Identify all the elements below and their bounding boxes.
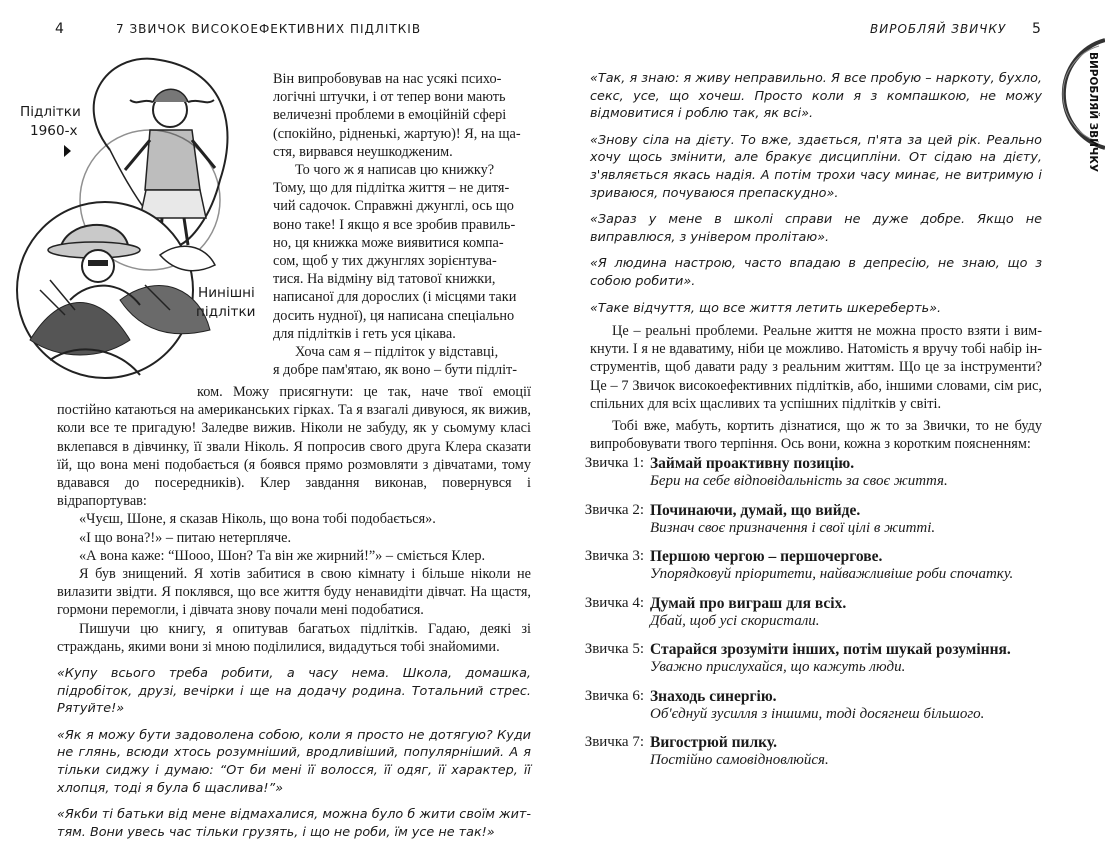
intro-line: досить нудної), ця написана спеціально — [273, 307, 515, 324]
intro-line: для підлітків і геть уся цікава. — [273, 325, 456, 342]
paragraph-real-problems: Це – реальні проблеми. Реальне життя не можна просто взяти і вимкнути. І я не вдаватиму, ніби це можливо. Натомість я вручу тобі набір інструментів, щоб давати раду з реальним життям. Що це за інструменти? Це – 7 Звичок високоефективних підлітків, або, іншими словами, сім рис, спільних для всіх щасливих та успішних підлітків у світі. — [590, 323, 1042, 412]
habit-item — [578, 595, 1083, 637]
intro-line: но, ця книжка може виявитися компа- — [273, 234, 504, 251]
habit-item — [578, 548, 1083, 590]
dialogue-line-2: «І що вона?!» – питаю нетерпляче. — [79, 529, 292, 546]
right-page — [552, 0, 1105, 801]
caption-now-line2: підлітки — [196, 304, 256, 320]
habit-label: Звичка 2: — [584, 501, 644, 518]
habit-item — [578, 455, 1083, 497]
caption-1960s — [20, 103, 81, 163]
paragraph-killed: Я був знищений. Я хотів забитися в свою кімнату і більше ніколи не вилазити звідти. Я поклявся, що все життя буду ненавидіти дівчат. На щастя, гормони перемогли, і дівчата знову почали мені подобатися. — [57, 566, 531, 619]
paragraph-habits-intro: Тобі вже, мабуть, кортить дізнатися, що ж то за Звички, то не буду випробовувати твого терпіння. Ось вони, кожна з коротким поясненням: — [590, 418, 1042, 453]
habit-title: Вигострюй пилку. — [650, 734, 777, 751]
teen-quote-5: «Знову сіла на дієту. То вже, здається, п'ята за цей рік. Реально хочу щось змінити, але бракує дисципліни. От сідаю на дієту, з'являється якась надія. А потім трохи часу минає, не витримую і зриваюся, почуваюся препаскудно». — [590, 132, 1042, 201]
caption-1960s-line1: Підлітки — [20, 104, 81, 120]
habit-label: Звичка 1: — [584, 455, 644, 471]
page-number-right: 5 — [1032, 21, 1041, 37]
habit-item — [578, 734, 1083, 776]
habit-title: Знаходь синергію. — [650, 687, 777, 705]
habit-title: Займай проактивну позицію. — [650, 455, 855, 472]
intro-line: стя, вирвався неушкодженим. — [273, 143, 453, 160]
habit-title: Починаючи, думай, що вийде. — [650, 501, 861, 519]
habit-subtitle: Дбай, щоб усі скористали. — [650, 612, 820, 629]
habit-label: Звичка 5: — [584, 641, 644, 657]
intro-line: сом, щоб у тих джунглях зорієнтува- — [273, 253, 497, 270]
habit-subtitle: Визнач своє призначення і свої цілі в житті. — [650, 519, 936, 536]
teen-quote-4: «Так, я знаю: я живу неправильно. Я все пробую – наркоту, бухло, секс, усе, що хочеш. Просто коли я з компашкою, не можу відмовитися і роблю так, як всі». — [590, 71, 1042, 122]
page-number-left: 4 — [55, 21, 64, 37]
intro-line: (спокійно, рідненькі, жартую)! Я, на ща- — [273, 125, 521, 142]
dialogue-line-1: «Чуєш, Шоне, я сказав Ніколь, що вона тобі подобається». — [79, 511, 436, 528]
section-tab-label: ВИРОБЛЯЙ ЗВИЧКУ — [1087, 52, 1099, 173]
teen-quote-8: «Таке відчуття, що все життя летить шкереберть». — [590, 300, 942, 316]
intro-line: логічні штучки, і от тепер вони мають — [273, 89, 506, 106]
teen-quote-6: «Зараз у мене в школі справи не дуже добре. Якщо не виправлюся, з універом пролітаю». — [590, 212, 1042, 245]
habit-subtitle: Постійно самовідновлюйся. — [650, 752, 829, 768]
habit-item — [578, 641, 1083, 683]
intro-line: Хоча сам я – підліток у відставці, — [295, 344, 499, 361]
habit-label: Звичка 7: — [584, 734, 644, 750]
habit-subtitle: Упорядковуй пріоритети, найважливіше роби спочатку. — [650, 566, 1014, 582]
right-quotes — [590, 70, 1042, 317]
running-head-right: ВИРОБЛЯЙ ЗВИЧКУ — [870, 22, 1007, 36]
caption-now — [196, 284, 256, 322]
intro-line: чий садочок. Справжні джунглі, ось що — [273, 198, 514, 215]
habit-item — [578, 502, 1083, 544]
dialogue-line-3: «А вона каже: “Шооо, Шон? Та він же жирний!”» – сміється Клер. — [79, 547, 486, 564]
habit-item — [578, 688, 1083, 730]
teens-illustration — [10, 40, 272, 380]
habit-subtitle: Об'єднуй зусилля з іншими, тоді досягнеш більшого. — [650, 705, 985, 722]
intro-line: тися. На відміну від татової книжки, — [273, 271, 496, 288]
caption-1960s-line2: 1960-х — [30, 123, 78, 139]
teen-quote-3: «Якби ті батьки від мене відмахалися, можна було б жити своїм життям. Вони увесь час тільки грузять, і що не роби, їм усе не так!» — [57, 807, 531, 840]
intro-line: воно таке! І якщо я все зробив правиль- — [273, 216, 516, 233]
habit-label: Звичка 3: — [584, 548, 644, 564]
intro-line: Він випробовував на нас усякі психо- — [273, 71, 502, 87]
running-head-left: 7 ЗВИЧОК ВИСОКОЕФЕКТИВНИХ ПІДЛІТКІВ — [116, 22, 422, 36]
intro-line: я добре пам'ятаю, як воно – бути підліт- — [273, 362, 518, 379]
teen-quote-2: «Як я можу бути задоволена собою, коли я просто не дотягую? Куди не глянь, всюди хтось розумніший, вродливіший, популярніший. А я тільки сиджу і думаю: “От би мені її волосся, її одяг, її характер, її хлопця, тоді я була б щаслива!”» — [57, 727, 531, 796]
habit-title: Старайся зрозуміти інших, потім шукай розуміння. — [650, 641, 1011, 658]
habit-label: Звичка 4: — [584, 594, 644, 611]
intro-line: написаної для дорослих (і місцями таки — [273, 289, 517, 306]
habit-subtitle: Бери на себе відповідальність за своє життя. — [650, 473, 948, 489]
left-main-text — [57, 383, 531, 841]
habit-label: Звичка 6: — [584, 687, 644, 704]
teen-quote-1: «Купу всього треба робити, а часу нема. Школа, домашка, підробіток, друзі, вечірки і ще на додачу родина. Тотальний стрес. Рятуйте!» — [57, 666, 531, 717]
habit-title: Першою чергою – першочергове. — [650, 548, 883, 565]
caption-now-line1: Нинішні — [198, 285, 255, 301]
habit-subtitle: Уважно прислухайся, що кажуть люди. — [650, 659, 906, 675]
right-body — [590, 322, 1042, 453]
intro-line: Тому, що для підлітка життя – не дитя- — [273, 180, 510, 197]
intro-text-column — [273, 70, 531, 379]
left-page — [0, 0, 552, 840]
teen-quote-7: «Я людина настрою, часто впадаю в депресію, не знаю, що з собою робити». — [590, 256, 1042, 289]
intro-line: То чого ж я написав цю книжку? — [295, 162, 495, 179]
body-paragraph: ком. Можу присягнути: це так, наче твої емоції постійно катаються на американських гірках. Та я взагалі дивуюся, як вижив, коли все те пригадую! Заледве вижив. Ніколи не забуду, як у сьомуму класі вклепався в дівчинку, її звали Ніколь. Я попросив свого друга Клера сказати їй, що вона мені подобається (я боявся прямо розмовляти з дівчатами, тому вдавався до посередників). Клер завдання виконав, повернувся і відрапортував: — [57, 384, 531, 510]
habit-title: Думай про виграш для всіх. — [650, 594, 847, 612]
intro-line: величезні проблеми в емоційній сфері — [273, 107, 507, 124]
paragraph-survey: Пишучи цю книгу, я опитував багатьох підлітків. Гадаю, деякі зі страждань, якими вони зі мною поділилися, видадуться тобі знайомими. — [57, 620, 531, 655]
arrow-right-icon — [20, 144, 81, 163]
